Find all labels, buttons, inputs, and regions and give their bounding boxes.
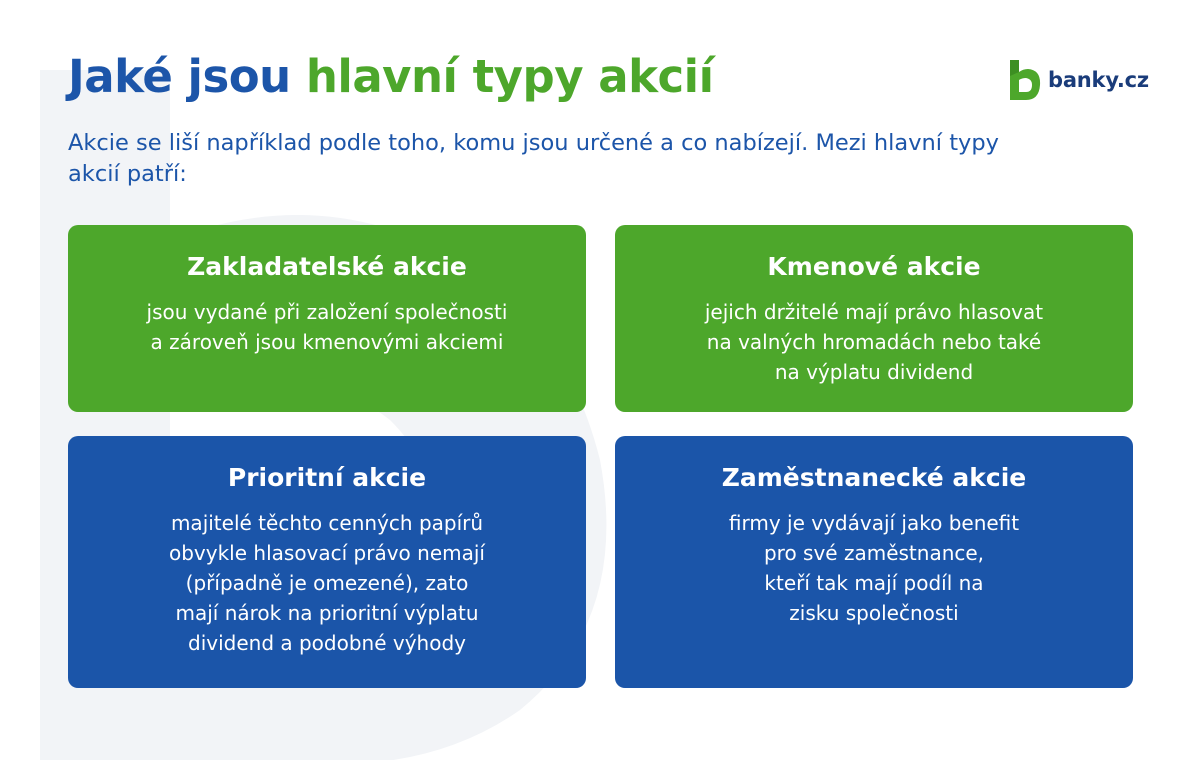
card-description: jsou vydané při založení společnosti a zároveň jsou kmenovými akciemi: [146, 300, 508, 354]
card-zamestnanecke-akcie: [615, 436, 1133, 688]
card-title: Zaměstnanecké akcie: [721, 463, 1027, 492]
card-description: firmy je vydávají jako benefit pro své zaměstnance, kteří tak mají podíl na zisku společnosti: [728, 511, 1020, 625]
card-description: jejich držitelé mají právo hlasovat na valných hromadách nebo také na výplatu dividend: [704, 300, 1044, 384]
page-title: [68, 52, 714, 102]
banky-logo-icon: [1008, 58, 1042, 102]
banky-logo-text: banky.cz: [1048, 68, 1149, 92]
title-part-blue: Jaké jsou: [68, 50, 291, 103]
title-part-green: hlavní typy akcií: [305, 50, 714, 103]
page-subtitle: Akcie se liší například podle toho, komu jsou určené a co nabízejí. Mezi hlavní typy akcií patří:: [68, 130, 999, 187]
card-prioritni-akcie: [68, 436, 586, 688]
card-title: Prioritní akcie: [227, 463, 427, 492]
card-title: Kmenové akcie: [767, 252, 981, 281]
card-title: Zakladatelské akcie: [187, 252, 467, 281]
card-description: majitelé těchto cenných papírů obvykle hlasovací právo nemají (případně je omezené), zato mají nárok na prioritní výplatu dividend a podobné výhody: [169, 511, 485, 655]
banky-logo[interactable]: [1008, 58, 1149, 102]
card-kmenove-akcie: [615, 225, 1133, 412]
card-zakladatelske-akcie: [68, 225, 586, 412]
